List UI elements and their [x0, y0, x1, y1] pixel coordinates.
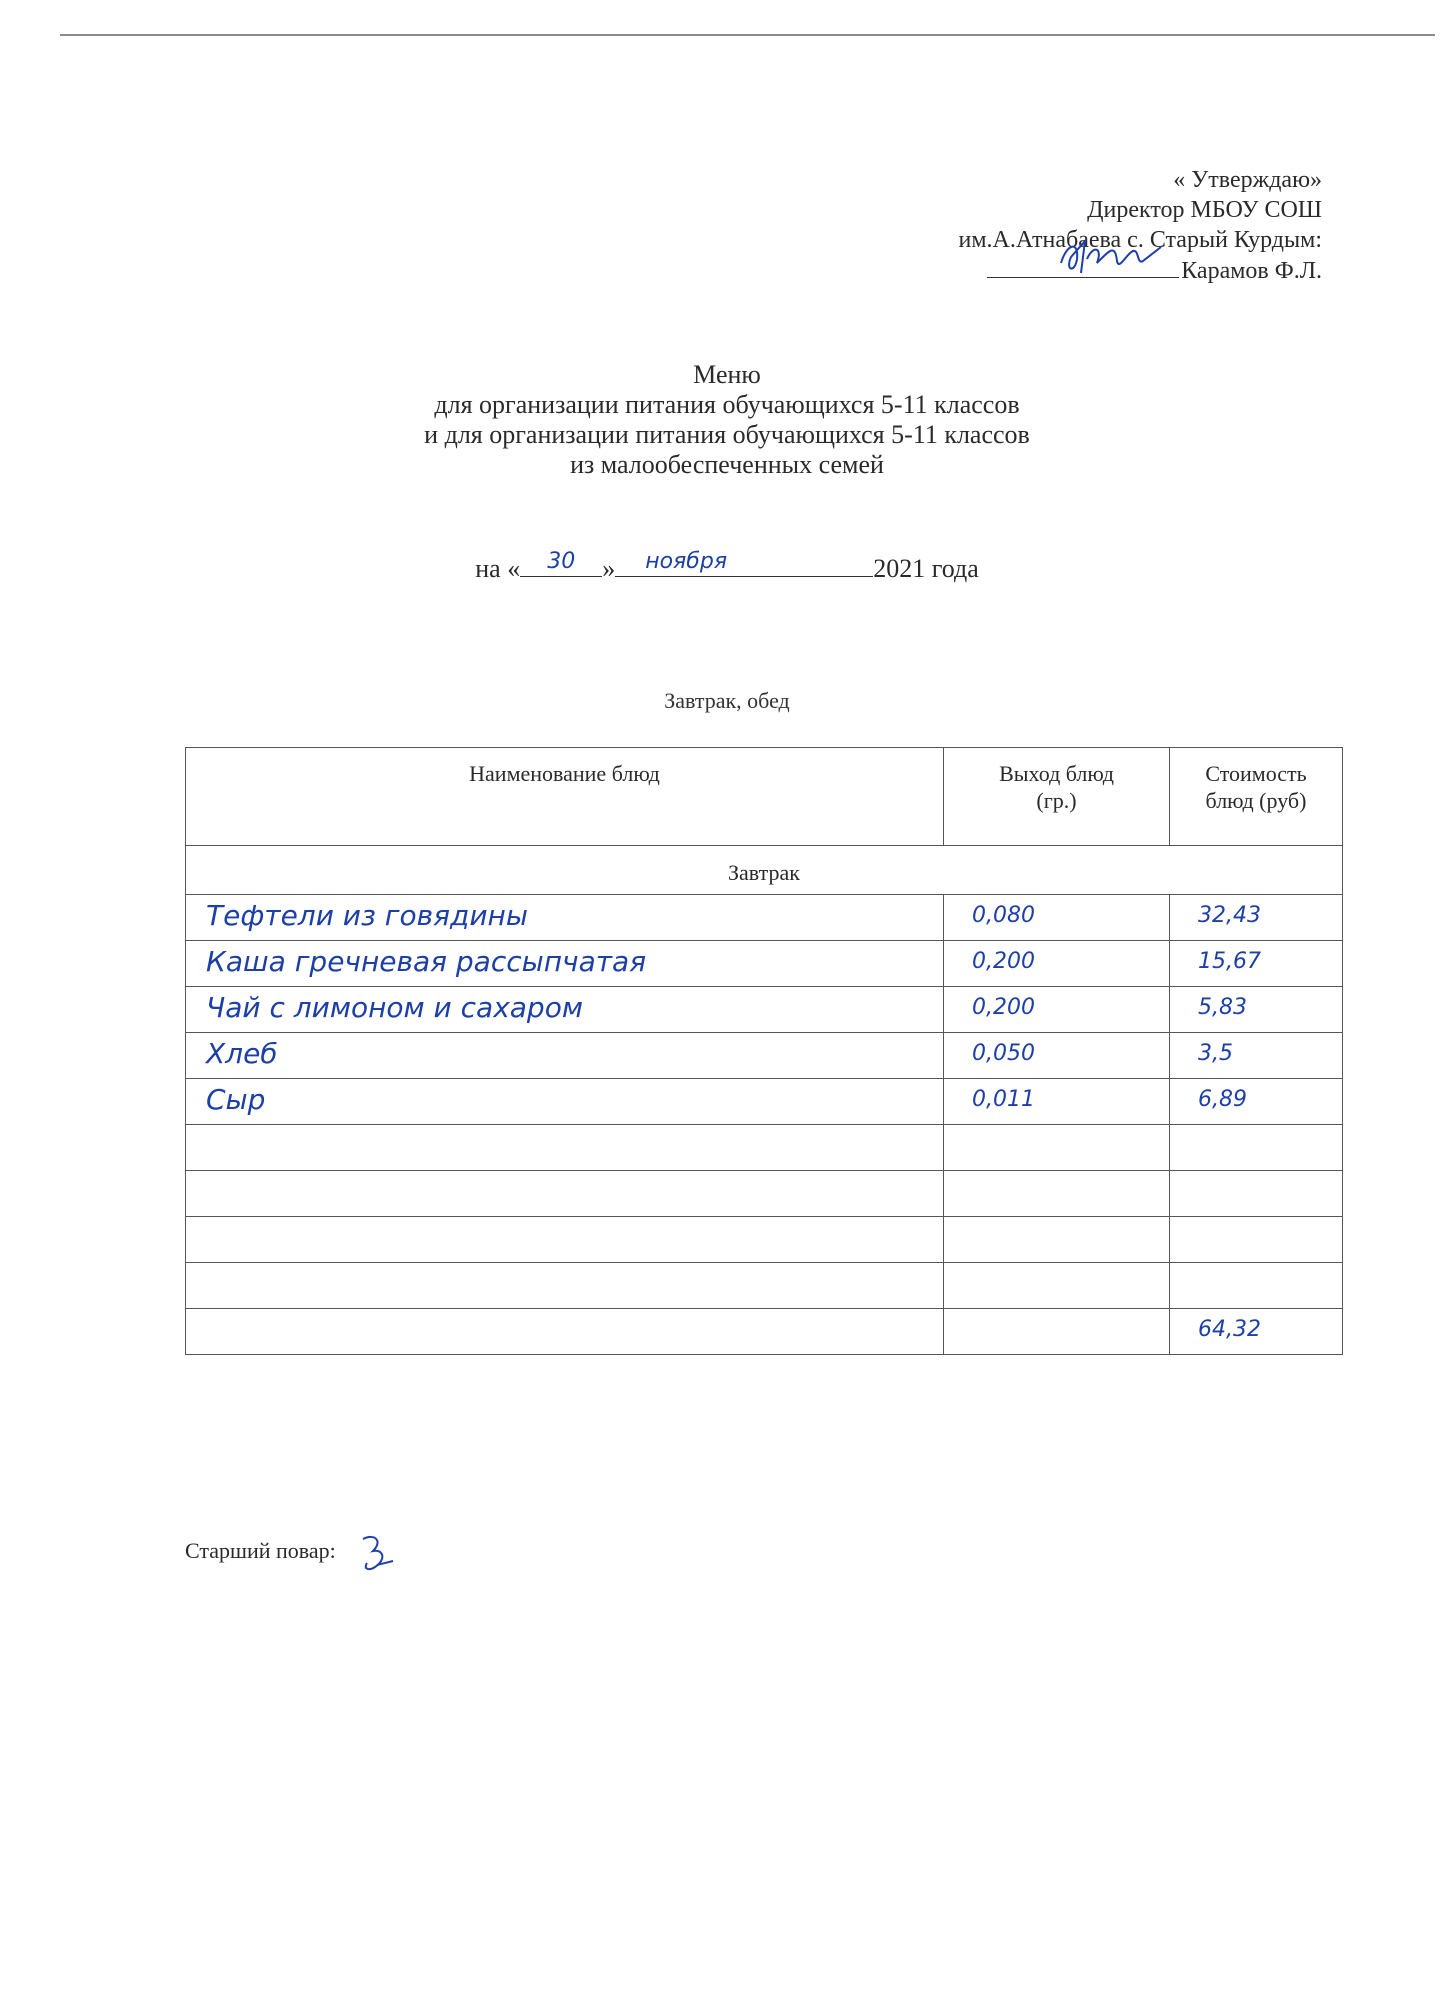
dish-cost: 3,5: [1198, 1041, 1233, 1066]
date-month-blank: [615, 549, 873, 577]
director-name: Карамов Ф.Л.: [1181, 258, 1322, 284]
cost-cell: [1170, 1079, 1343, 1125]
section-breakfast: Завтрак: [186, 846, 1343, 895]
cost-cell: [1170, 1033, 1343, 1079]
table-row: [186, 1171, 1343, 1217]
table-row: [186, 1033, 1343, 1079]
approval-block: [959, 165, 1323, 286]
date-suffix: 2021 года: [873, 554, 979, 583]
dish-cost: 32,43: [1198, 903, 1261, 928]
cost-cell: [1170, 1217, 1343, 1263]
yield-cell: [944, 1125, 1170, 1171]
dish-name-cell: [186, 1125, 944, 1171]
dish-yield: 0,050: [972, 1041, 1035, 1066]
title-line-3: и для организации питания обучающихся 5-11 классов: [424, 420, 1030, 449]
yield-cell: [944, 1263, 1170, 1309]
date-month: ноября: [645, 549, 728, 574]
senior-cook-line: [185, 1531, 399, 1575]
dish-cost: 15,67: [1198, 949, 1261, 974]
yield-cell: [944, 1033, 1170, 1079]
table-row: [186, 1217, 1343, 1263]
menu-date: [0, 549, 1454, 584]
cook-signature: [353, 1531, 399, 1575]
yield-cell: [944, 895, 1170, 941]
yield-cell: [944, 987, 1170, 1033]
header-cost-text: Стоимость блюд (руб): [1205, 761, 1307, 813]
dish-name: Тефтели из говядины: [206, 899, 528, 932]
senior-cook-label: Старший повар:: [185, 1538, 336, 1564]
dish-name-cell: [186, 1263, 944, 1309]
cost-cell: [1170, 1263, 1343, 1309]
dish-name-cell: [186, 987, 944, 1033]
dish-name: Каша гречневая рассыпчатая: [206, 945, 647, 978]
cost-cell: [1170, 941, 1343, 987]
dish-name: Чай с лимоном и сахаром: [206, 991, 583, 1024]
dish-cost: 5,83: [1198, 995, 1247, 1020]
dish-name: Сыр: [206, 1083, 266, 1116]
header-yield: [944, 748, 1170, 846]
date-day: 30: [547, 549, 576, 574]
dish-name-cell: [186, 1079, 944, 1125]
section-row: [186, 846, 1343, 895]
yield-cell: [944, 941, 1170, 987]
yield-cell: [944, 1079, 1170, 1125]
director-signature-scribble: [1057, 233, 1167, 279]
total-cost-cell: [1170, 1309, 1343, 1355]
dish-name-cell: [186, 1217, 944, 1263]
cost-cell: [1170, 1125, 1343, 1171]
header-cost: [1170, 748, 1343, 846]
approval-signature-line: [959, 255, 1323, 286]
date-mid: »: [602, 554, 616, 583]
yield-cell: [944, 1217, 1170, 1263]
header-dish-name: Наименование блюд: [186, 748, 944, 846]
approval-heading: « Утверждаю»: [1173, 167, 1322, 193]
menu-table: [185, 747, 1343, 1355]
approval-school: им.А.Атнабаева с. Старый Курдым:: [958, 227, 1322, 253]
dish-name-cell: [186, 1033, 944, 1079]
yield-cell: [944, 1309, 1170, 1355]
table-row: [186, 895, 1343, 941]
dish-name-cell: [186, 895, 944, 941]
approval-position: Директор МБОУ СОШ: [1087, 197, 1322, 223]
total-cost: 64,32: [1198, 1317, 1261, 1342]
dish-yield: 0,011: [972, 1087, 1035, 1112]
page-top-rule: [60, 34, 1435, 36]
title-menu: Меню: [693, 360, 761, 389]
title-line-4: из малообеспеченных семей: [570, 450, 884, 479]
director-signature: [987, 255, 1179, 278]
table-row: [186, 941, 1343, 987]
table-row: [186, 1125, 1343, 1171]
table-row: [186, 987, 1343, 1033]
cost-cell: [1170, 1171, 1343, 1217]
table-header-row: [186, 748, 1343, 846]
dish-yield: 0,200: [972, 949, 1035, 974]
yield-cell: [944, 1171, 1170, 1217]
table-total-row: [186, 1309, 1343, 1355]
cost-cell: [1170, 895, 1343, 941]
dish-name-cell: [186, 1171, 944, 1217]
title-line-2: для организации питания обучающихся 5-11 классов: [434, 390, 1020, 419]
date-day-blank: [520, 549, 602, 577]
dish-name-cell: [186, 1309, 944, 1355]
table-row: [186, 1079, 1343, 1125]
document-title: [0, 360, 1454, 480]
dish-yield: 0,200: [972, 995, 1035, 1020]
header-yield-text: Выход блюд (гр.): [999, 761, 1114, 813]
dish-name: Хлеб: [206, 1037, 278, 1070]
dish-name-cell: [186, 941, 944, 987]
date-prefix: на «: [475, 554, 521, 583]
cost-cell: [1170, 987, 1343, 1033]
table-row: [186, 1263, 1343, 1309]
dish-cost: 6,89: [1198, 1087, 1247, 1112]
dish-yield: 0,080: [972, 903, 1035, 928]
meal-caption: Завтрак, обед: [664, 688, 790, 713]
